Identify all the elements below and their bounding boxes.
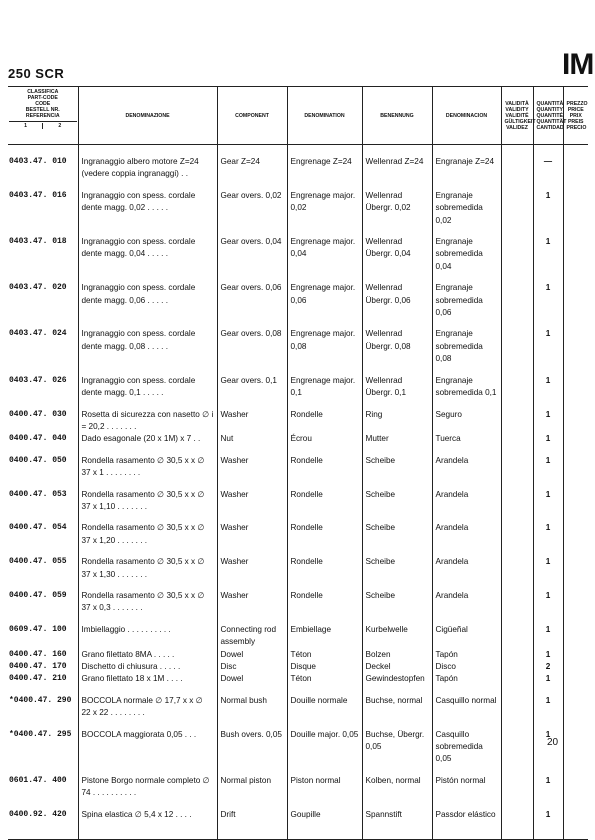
- desc-it: Rosetta di sicurezza con nasetto ∅ i = 20,2 . . . . . . .: [78, 400, 217, 434]
- table-row: [8, 513, 588, 547]
- table-row: [8, 366, 588, 400]
- desc-es: Engranaje sobremedida 0,04: [432, 227, 501, 273]
- desc-fr: Piston normal: [287, 766, 362, 800]
- desc-it: Rondella rasamento ∅ 30,5 x x ∅ 37 x 0,3 . . . . . . .: [78, 581, 217, 615]
- validity: [501, 800, 533, 840]
- brand-logo: IM: [562, 48, 594, 81]
- desc-fr: Téton: [287, 673, 362, 685]
- desc-it: Spina elastica ∅ 5,4 x 12 . . . .: [78, 800, 217, 840]
- parts-table: [8, 86, 588, 840]
- price: [563, 227, 588, 273]
- quantity: 1: [533, 400, 563, 434]
- header-code-sub-2: 2: [58, 123, 62, 129]
- price: [563, 446, 588, 480]
- validity: [501, 673, 533, 685]
- validity: [501, 766, 533, 800]
- desc-es: Tapón: [432, 649, 501, 661]
- desc-fr: Douille normale: [287, 686, 362, 720]
- desc-it: Ingranaggio con spess. cordale dente magg. 0,08 . . . . .: [78, 319, 217, 365]
- desc-en: Gear overs. 0,08: [217, 319, 287, 365]
- price: [563, 661, 588, 673]
- header-quantity: QUANTITÀ QUANTITY QUANTITÉ QUANTITÄT CANTIDAD: [533, 87, 563, 145]
- desc-fr: Téton: [287, 649, 362, 661]
- desc-it: Rondella rasamento ∅ 30,5 x x ∅ 37 x 1 . . . . . . . .: [78, 446, 217, 480]
- desc-en: Washer: [217, 400, 287, 434]
- part-code: 0403.47. 024: [9, 329, 67, 339]
- table-row: [8, 686, 588, 720]
- quantity: 1: [533, 547, 563, 581]
- desc-fr: Rondelle: [287, 480, 362, 514]
- part-code: 0400.47. 160: [9, 649, 67, 659]
- desc-de: Mutter: [362, 433, 432, 445]
- part-code: *0400.47. 295: [9, 729, 72, 739]
- desc-it: Ingranaggio con spess. cordale dente magg. 0,02 . . . . .: [78, 181, 217, 227]
- part-code: 0400.47. 210: [9, 674, 67, 684]
- validity: [501, 480, 533, 514]
- header-code-line: REFERENCIA: [25, 113, 60, 119]
- validity: [501, 513, 533, 547]
- desc-es: Cigüeñal: [432, 615, 501, 649]
- desc-fr: Rondelle: [287, 446, 362, 480]
- desc-de: Deckel: [362, 661, 432, 673]
- table-row: [8, 446, 588, 480]
- desc-fr: Rondelle: [287, 513, 362, 547]
- part-code: 0400.47. 054: [9, 523, 67, 533]
- desc-de: Gewindestopfen: [362, 673, 432, 685]
- validity: [501, 273, 533, 319]
- desc-de: Scheibe: [362, 446, 432, 480]
- desc-de: Wellenrad Übergr. 0,02: [362, 181, 432, 227]
- desc-de: Buchse, normal: [362, 686, 432, 720]
- quantity: —: [533, 156, 563, 181]
- desc-it: Dischetto di chiusura . . . . .: [78, 661, 217, 673]
- desc-en: Washer: [217, 513, 287, 547]
- desc-en: Washer: [217, 446, 287, 480]
- validity: [501, 433, 533, 445]
- table-header-row: [8, 87, 588, 145]
- quantity: 1: [533, 581, 563, 615]
- header-code-line: PART-CODE: [27, 95, 58, 101]
- desc-en: Dowel: [217, 673, 287, 685]
- model-title: 250 SCR: [8, 66, 65, 81]
- desc-de: Wellenrad Übergr. 0,1: [362, 366, 432, 400]
- price: [563, 766, 588, 800]
- table-row: [8, 273, 588, 319]
- table-row: [8, 581, 588, 615]
- part-code: 0601.47. 400: [9, 775, 67, 785]
- desc-fr: Engrenage major. 0,02: [287, 181, 362, 227]
- desc-es: Engranaje sobremedida 0,06: [432, 273, 501, 319]
- desc-en: Gear Z=24: [217, 156, 287, 181]
- validity: [501, 649, 533, 661]
- desc-en: Nut: [217, 433, 287, 445]
- part-code: 0400.47. 055: [9, 557, 67, 567]
- quantity: 1: [533, 433, 563, 445]
- quantity: 1: [533, 513, 563, 547]
- quantity: 1: [533, 800, 563, 840]
- header-validity: VALIDITÀ VALIDITY VALIDITÉ GÜLTIGKEIT VALIDEZ: [501, 87, 533, 145]
- price: [563, 400, 588, 434]
- part-code: 0403.47. 010: [9, 157, 67, 166]
- header-de: BENENNUNG: [362, 87, 432, 145]
- header-code-line: BESTELL NR.: [25, 107, 60, 113]
- table-row: [8, 227, 588, 273]
- desc-de: Kolben, normal: [362, 766, 432, 800]
- quantity: 1: [533, 720, 563, 766]
- header-fr: DENOMINATION: [287, 87, 362, 145]
- desc-es: Engranaje sobremedida 0,02: [432, 181, 501, 227]
- part-code: 0400.92. 420: [8, 800, 78, 840]
- price: [563, 673, 588, 685]
- desc-de: Ring: [362, 400, 432, 434]
- quantity: 1: [533, 649, 563, 661]
- desc-fr: Engrenage major. 0,04: [287, 227, 362, 273]
- table-row: [8, 661, 588, 673]
- desc-it: Pistone Borgo normale completo ∅ 74 . . . . . . . . . .: [78, 766, 217, 800]
- desc-es: Seguro: [432, 400, 501, 434]
- desc-de: Wellenrad Übergr. 0,06: [362, 273, 432, 319]
- quantity: 1: [533, 480, 563, 514]
- table-row: [8, 480, 588, 514]
- header-price: PREZZO PRICE PRIX PREIS PRECIO: [563, 87, 588, 145]
- price: [563, 480, 588, 514]
- desc-de: Scheibe: [362, 547, 432, 581]
- part-code: 0609.47. 100: [9, 624, 67, 634]
- desc-it: Imbiellaggio . . . . . . . . . .: [78, 615, 217, 649]
- price: [563, 273, 588, 319]
- header-es: DENOMINACION: [432, 87, 501, 145]
- desc-de: Buchse, Übergr. 0,05: [362, 720, 432, 766]
- desc-es: Engranaje sobremedida 0,1: [432, 366, 501, 400]
- price: [563, 366, 588, 400]
- validity: [501, 615, 533, 649]
- quantity: 2: [533, 661, 563, 673]
- desc-de: Wellenrad Übergr. 0,04: [362, 227, 432, 273]
- quantity: 1: [533, 673, 563, 685]
- desc-it: Grano filettato 18 x 1M . . . .: [78, 673, 217, 685]
- desc-fr: Engrenage major. 0,08: [287, 319, 362, 365]
- desc-it: BOCCOLA normale ∅ 17,7 x x ∅ 22 x 22 . . . . . . . .: [78, 686, 217, 720]
- price: [563, 547, 588, 581]
- desc-fr: Disque: [287, 661, 362, 673]
- part-code: 0400.47. 050: [9, 455, 67, 465]
- desc-de: Wellenrad Z=24: [362, 156, 432, 181]
- desc-en: Drift: [217, 800, 287, 840]
- table-row: [8, 720, 588, 766]
- desc-fr: Engrenage major. 0,06: [287, 273, 362, 319]
- desc-it: Rondella rasamento ∅ 30,5 x x ∅ 37 x 1,30 . . . . . . .: [78, 547, 217, 581]
- desc-de: Scheibe: [362, 581, 432, 615]
- quantity: 1: [533, 766, 563, 800]
- quantity: 1: [533, 227, 563, 273]
- price: [563, 581, 588, 615]
- price: [563, 181, 588, 227]
- desc-es: Casquillo normal: [432, 686, 501, 720]
- table-row: [8, 156, 588, 181]
- desc-es: Arandela: [432, 513, 501, 547]
- desc-es: Arandela: [432, 547, 501, 581]
- header-code: [8, 87, 78, 145]
- part-code: *0400.47. 290: [9, 695, 72, 705]
- desc-en: Washer: [217, 581, 287, 615]
- validity: [501, 227, 533, 273]
- quantity: 1: [533, 446, 563, 480]
- price: [563, 513, 588, 547]
- desc-en: Gear overs. 0,1: [217, 366, 287, 400]
- validity: [501, 581, 533, 615]
- desc-fr: Douille major. 0,05: [287, 720, 362, 766]
- desc-es: Arandela: [432, 480, 501, 514]
- price: [563, 615, 588, 649]
- desc-fr: Embiellage: [287, 615, 362, 649]
- header-code-line: CLASSIFICA: [27, 89, 59, 95]
- desc-es: Passdor elástico: [432, 800, 501, 840]
- validity: [501, 446, 533, 480]
- desc-it: Ingranaggio con spess. cordale dente magg. 0,1 . . . . .: [78, 366, 217, 400]
- validity: [501, 686, 533, 720]
- desc-de: Scheibe: [362, 513, 432, 547]
- desc-en: Washer: [217, 480, 287, 514]
- header-code-sub-1: 1: [9, 123, 43, 129]
- desc-es: Engranaje sobremedida 0,08: [432, 319, 501, 365]
- desc-de: Kurbelwelle: [362, 615, 432, 649]
- price: [563, 686, 588, 720]
- price: [563, 800, 588, 840]
- part-code: 0400.47. 170: [9, 662, 67, 671]
- desc-it: Grano filettato 8MA . . . . .: [78, 649, 217, 661]
- validity: [501, 156, 533, 181]
- desc-en: Normal bush: [217, 686, 287, 720]
- header-code-line: CODE: [35, 101, 51, 107]
- price: [563, 319, 588, 365]
- quantity: 1: [533, 319, 563, 365]
- table-row: [8, 319, 588, 365]
- part-code: 0400.47. 030: [9, 409, 67, 419]
- desc-it: Ingranaggio con spess. cordale dente magg. 0,06 . . . . .: [78, 273, 217, 319]
- table-row: [8, 673, 588, 685]
- desc-fr: Rondelle: [287, 581, 362, 615]
- desc-es: Arandela: [432, 581, 501, 615]
- desc-de: Bolzen: [362, 649, 432, 661]
- desc-en: Normal piston: [217, 766, 287, 800]
- price: [563, 156, 588, 181]
- part-code: 0400.47. 053: [9, 489, 67, 499]
- desc-en: Gear overs. 0,06: [217, 273, 287, 319]
- price: [563, 649, 588, 661]
- desc-it: Rondella rasamento ∅ 30,5 x x ∅ 37 x 1,10 . . . . . . .: [78, 480, 217, 514]
- validity: [501, 181, 533, 227]
- validity: [501, 547, 533, 581]
- page-number: 20: [547, 737, 559, 748]
- table-row: [8, 181, 588, 227]
- desc-en: Connecting rod assembly: [217, 615, 287, 649]
- validity: [501, 366, 533, 400]
- desc-it: BOCCOLA maggiorata 0,05 . . .: [78, 720, 217, 766]
- table-row: [8, 615, 588, 649]
- desc-it: Rondella rasamento ∅ 30,5 x x ∅ 37 x 1,20 . . . . . . .: [78, 513, 217, 547]
- part-code: 0400.47. 059: [9, 590, 67, 600]
- table-row: [8, 649, 588, 661]
- desc-es: Tuerca: [432, 433, 501, 445]
- part-code: 0400.47. 040: [9, 434, 67, 444]
- table-row: [8, 433, 588, 445]
- desc-es: Pistón normal: [432, 766, 501, 800]
- desc-de: Spannstift: [362, 800, 432, 840]
- validity: [501, 720, 533, 766]
- validity: [501, 319, 533, 365]
- desc-it: Ingranaggio albero motore Z=24 (vedere coppia ingranaggi) . .: [78, 156, 217, 181]
- quantity: 1: [533, 273, 563, 319]
- desc-fr: Engrenage major. 0,1: [287, 366, 362, 400]
- validity: [501, 400, 533, 434]
- part-code: 0403.47. 016: [9, 190, 67, 200]
- part-code: 0403.47. 026: [9, 375, 67, 385]
- desc-fr: Rondelle: [287, 400, 362, 434]
- validity: [501, 661, 533, 673]
- quantity: 1: [533, 366, 563, 400]
- price: [563, 720, 588, 766]
- desc-de: Wellenrad Übergr. 0,08: [362, 319, 432, 365]
- desc-fr: Rondelle: [287, 547, 362, 581]
- desc-de: Scheibe: [362, 480, 432, 514]
- quantity: 1: [533, 181, 563, 227]
- desc-es: Tapón: [432, 673, 501, 685]
- part-code: 0403.47. 018: [9, 237, 67, 247]
- desc-es: Arandela: [432, 446, 501, 480]
- desc-es: Casquillo sobremedida 0,05: [432, 720, 501, 766]
- desc-en: Washer: [217, 547, 287, 581]
- table-row: [8, 400, 588, 434]
- desc-en: Gear overs. 0,04: [217, 227, 287, 273]
- header-code-sub: [9, 121, 77, 129]
- desc-it: Ingranaggio con spess. cordale dente magg. 0,04 . . . . .: [78, 227, 217, 273]
- desc-fr: Engrenage Z=24: [287, 156, 362, 181]
- desc-it: Dado esagonale (20 x 1M) x 7 . .: [78, 433, 217, 445]
- desc-es: Engranaje Z=24: [432, 156, 501, 181]
- header-en: COMPONENT: [217, 87, 287, 145]
- desc-fr: Écrou: [287, 433, 362, 445]
- spacer-row: [8, 145, 588, 157]
- quantity: 1: [533, 686, 563, 720]
- desc-en: Disc: [217, 661, 287, 673]
- quantity: 1: [533, 615, 563, 649]
- header-it: DENOMINAZIONE: [78, 87, 217, 145]
- desc-en: Dowel: [217, 649, 287, 661]
- table-row: [8, 766, 588, 800]
- price: [563, 433, 588, 445]
- desc-en: Gear overs. 0,02: [217, 181, 287, 227]
- table-row: [8, 547, 588, 581]
- part-code: 0403.47. 020: [9, 283, 67, 293]
- table-row: [8, 800, 588, 840]
- desc-es: Disco: [432, 661, 501, 673]
- desc-en: Bush overs. 0,05: [217, 720, 287, 766]
- desc-fr: Goupille: [287, 800, 362, 840]
